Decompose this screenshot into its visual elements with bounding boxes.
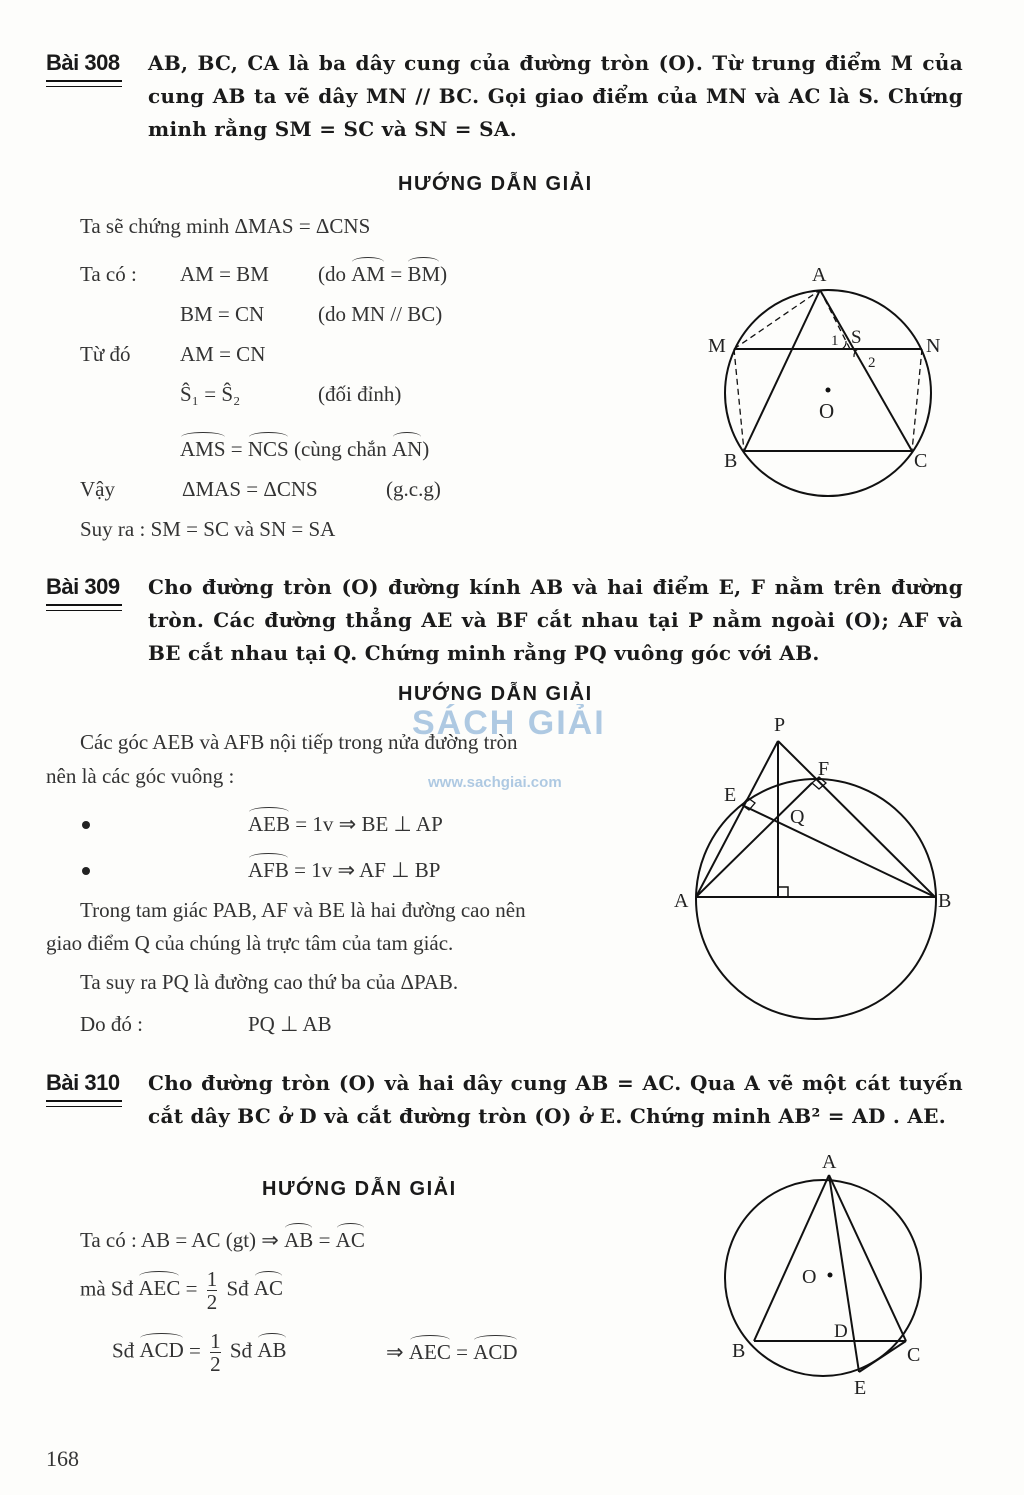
p308-reason-close: ) [440, 262, 448, 286]
fig310-label-e: E [854, 1377, 867, 1399]
angle-acd: ACD [139, 1338, 184, 1363]
p310-l3-imp: ⇒ [386, 1340, 409, 1364]
p310-l2-pre: mà Sđ [80, 1276, 139, 1301]
fig309-label-a: A [674, 890, 689, 912]
problem-308-number: Bài 308 [46, 50, 120, 75]
fig310-chord-ac [829, 1175, 906, 1341]
fraction-den: 2 [206, 1290, 218, 1314]
fig309-label-f: F [818, 758, 830, 780]
fig310-label-b: B [732, 1340, 746, 1362]
fig309-label-p: P [774, 714, 786, 736]
fig310-label-d: D [834, 1321, 848, 1342]
fig309-line-af [696, 783, 812, 897]
fraction-num: 1 [206, 1267, 218, 1291]
fig310-label-o: O [802, 1266, 817, 1288]
arc-ac-2: AC [253, 1276, 284, 1301]
fig308-label-2: 2 [868, 355, 876, 371]
p309-line-6-eq: PQ ⊥ AB [248, 1012, 332, 1036]
fig309-label-b: B [938, 890, 952, 912]
p310-l2-post: Sđ [221, 1276, 254, 1301]
p310-line-1 [80, 1228, 365, 1253]
problem-308-statement: AB, BC, CA là ba dây cung của đường tròn (O). Từ trung điểm M của cung AB ta vẽ dây MN // BC. Gọi giao điểm của MN và AC là S. Chứng minh rằng SM = SC và SN = SA. [148, 51, 963, 141]
p310-line-3 [112, 1330, 287, 1375]
fig308-label-1: 1 [831, 333, 839, 349]
p308-line-2-eq: AM = BM [180, 262, 269, 286]
p308-line-1: Ta sẽ chứng minh ΔMAS = ΔCNS [80, 214, 371, 238]
fig308-label-n: N [926, 335, 941, 357]
page-number: 168 [46, 1446, 79, 1471]
p310-l3-pre: Sđ [112, 1338, 140, 1363]
p308-line-4-lead: Từ đó [80, 342, 131, 366]
figure-310 [718, 1148, 943, 1403]
p308-line-7-eq: ΔMAS = ΔCNS [182, 477, 318, 501]
problem-309-underline [46, 604, 122, 611]
angle-acd-2: ACD [473, 1340, 518, 1364]
fig308-circle [725, 290, 931, 496]
p309-bullet-1 [248, 812, 443, 837]
angle-aeb: AEB [248, 812, 290, 836]
watermark-url: www.sachgiai.com [428, 774, 562, 791]
fig310-label-a: A [822, 1151, 837, 1173]
p308-line-7-lead: Vậy [80, 477, 115, 501]
fraction-half [207, 1268, 218, 1313]
fig310-chord-ec [859, 1341, 906, 1372]
angle-afb: AFB [248, 858, 289, 882]
fig310-center-dot [828, 1273, 833, 1278]
problem-310-statement: Cho đường tròn (O) và hai dây cung AB = AC. Qua A vẽ một cát tuyến cắt dây BC ở D và cắt đường tròn (O) ở E. Chứng minh AB² = AD . AE. [148, 1071, 963, 1128]
p308-line-3-eq: BM = CN [180, 302, 265, 326]
problem-310-underline [46, 1100, 122, 1107]
fig308-label-m: M [708, 335, 726, 357]
p308-l6-reason: (cùng chắn [288, 437, 392, 461]
fraction-num-2: 1 [210, 1329, 221, 1353]
fig310-label-c: C [907, 1344, 921, 1366]
p310-l1-mid: = [313, 1228, 336, 1252]
p309-line-6-lead: Do đó : [80, 1012, 143, 1036]
fig308-label-s: S [851, 327, 862, 348]
arc-bm: BM [407, 262, 441, 286]
p310-l3-eq: = [183, 1338, 207, 1363]
angle-aec-2: AEC [408, 1340, 451, 1364]
problem-309-statement: Cho đường tròn (O) đường kính AB và hai điểm E, F nằm trên đường tròn. Các đường thẳng AE và BF cắt nhau tại P nằm ngoài (O); AF và BE cắt nhau tại Q. Chứng minh rằng PQ vuông góc với AB. [148, 575, 963, 665]
problem-308-underline [46, 80, 122, 87]
bullet-2 [82, 867, 90, 875]
fig308-chord-ab [744, 290, 820, 451]
fraction-den-2: 2 [210, 1352, 221, 1376]
fig308-label-a: A [812, 264, 827, 286]
fig309-right-angle-h [778, 887, 788, 897]
p310-l3-mid: = [450, 1340, 474, 1364]
fraction-half-2 [210, 1330, 221, 1375]
p310-l3-post: Sđ [224, 1338, 258, 1363]
watermark-brand: SÁCH GIẢI [412, 704, 606, 742]
p310-l1-pre: Ta có : AB = AC (gt) ⇒ [80, 1228, 285, 1252]
p308-l6-eq: = [225, 437, 248, 461]
p308-l6-close: ) [422, 437, 430, 461]
p308-line-3-reason: (do MN // BC) [318, 302, 443, 326]
fig308-dash-nc [912, 349, 922, 451]
problem-309-number: Bài 309 [46, 574, 120, 599]
fig309-label-e: E [724, 784, 737, 806]
arc-am: AM [351, 262, 386, 286]
fig309-circle [696, 779, 936, 1019]
p309-line-3: Trong tam giác PAB, AF và BE là hai đường cao nên [80, 898, 526, 922]
p309-line-1: Các góc AEB và AFB nội tiếp trong nửa đường tròn [80, 730, 518, 754]
arc-ab: AB [284, 1228, 314, 1252]
problem-310-solution-heading: HƯỚNG DẪN GIẢI [262, 1178, 457, 1200]
p308-line-4-eq: AM = CN [180, 342, 266, 366]
angle-aec: AEC [138, 1276, 181, 1301]
problem-309-solution-heading: HƯỚNG DẪN GIẢI [398, 683, 593, 705]
arc-an: AN [391, 437, 423, 461]
fig308-chord-ac [820, 290, 912, 451]
p308-line-5-eq: Ŝ₁ = Ŝ₂ [180, 382, 241, 406]
p308-line-5-reason: (đối đỉnh) [318, 382, 402, 406]
p308-line-2-reason [318, 262, 447, 287]
fig308-label-c: C [914, 450, 928, 472]
p308-reason-equals: = [390, 262, 403, 286]
figure-309 [668, 705, 968, 1025]
problem-310-number: Bài 310 [46, 1070, 120, 1095]
p308-line-8: Suy ra : SM = SC và SN = SA [80, 517, 336, 541]
fig308-label-o: O [819, 399, 835, 423]
angle-ams: AMS [180, 437, 226, 461]
p309-line-4: giao điểm Q của chúng là trực tâm của tam giác. [46, 931, 454, 955]
fig310-secant-ae [829, 1175, 859, 1372]
problem-308-solution-heading: HƯỚNG DẪN GIẢI [398, 173, 593, 195]
fig308-angle-1-mark [842, 341, 846, 349]
p308-reason-open: (do [318, 262, 346, 286]
p309-b2-rest: = 1v ⇒ AF ⊥ BP [288, 858, 441, 882]
figure-308 [700, 255, 960, 505]
fig308-label-b: B [724, 450, 738, 472]
bullet-1 [82, 821, 90, 829]
p308-line-7-reason: (g.c.g) [386, 477, 441, 501]
fig309-line-pa [696, 741, 778, 897]
p309-line-2: nên là các góc vuông : [46, 764, 235, 788]
arc-ac: AC [335, 1228, 365, 1252]
p309-bullet-2 [248, 858, 440, 883]
p310-line-2 [80, 1268, 283, 1313]
fig308-dash-mb [734, 349, 744, 451]
p309-line-5: Ta suy ra PQ là đường cao thứ ba của ΔPAB. [80, 970, 459, 994]
p310-l2-eq: = [180, 1276, 203, 1301]
p308-line-6 [180, 437, 429, 462]
fig308-center-dot [826, 388, 831, 393]
fig309-label-q: Q [790, 806, 805, 828]
p308-line-2-lead: Ta có : [80, 262, 137, 286]
angle-ncs: NCS [247, 437, 289, 461]
fig310-circle [725, 1180, 921, 1376]
arc-ab-2: AB [257, 1338, 287, 1363]
p310-line-3-conclusion [386, 1340, 518, 1365]
p309-b1-rest: = 1v ⇒ BE ⊥ AP [290, 812, 443, 836]
